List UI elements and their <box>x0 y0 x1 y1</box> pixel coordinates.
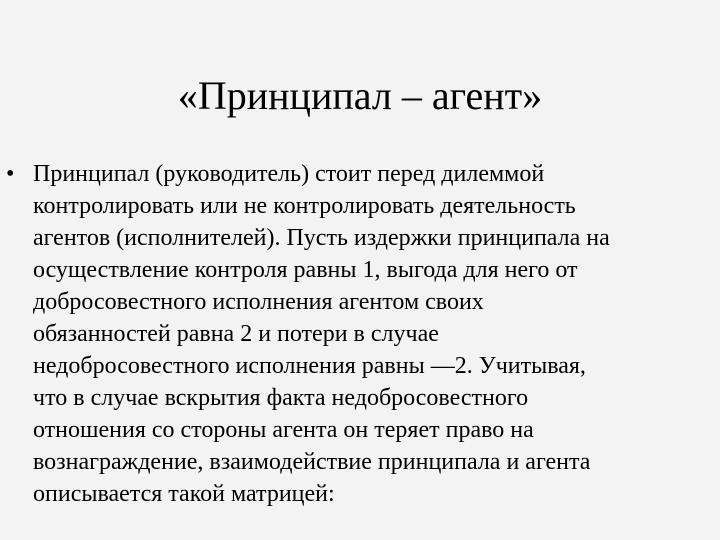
bullet-line: вознаграждение, взаимодействие принципала и агента <box>33 449 591 475</box>
bullet-line: Принципал (руководитель) стоит перед дилеммой <box>33 161 545 187</box>
bullet-icon: • <box>6 161 15 187</box>
bullet-line: осуществление контроля равны 1, выгода для него от <box>33 257 578 283</box>
bullet-line: контролировать или не контролировать деятельность <box>33 193 576 219</box>
bullet-line: отношения со стороны агента он теряет право на <box>33 417 534 443</box>
bullet-line: агентов (исполнителей). Пусть издержки принципала на <box>33 225 610 251</box>
bullet-line: что в случае вскрытия факта недобросовестного <box>33 385 529 411</box>
slide-title: «Принципал – агент» <box>177 73 543 118</box>
bullet-line: добросовестного исполнения агентом своих <box>33 289 484 315</box>
bullet-line: описывается такой матрицей: <box>33 481 335 507</box>
bullet-paragraph <box>33 158 717 510</box>
bullet-line: обязанностей равна 2 и потери в случае <box>33 321 439 347</box>
bullet-line: недобросовестного исполнения равны —2. Учитывая, <box>33 353 586 379</box>
